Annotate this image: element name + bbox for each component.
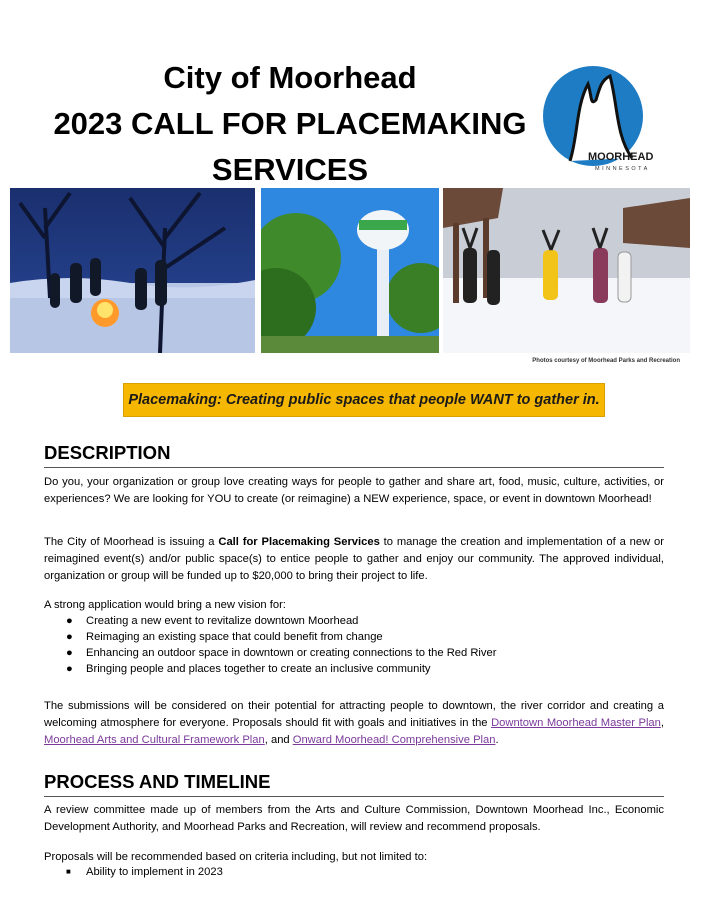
description-paragraph-2: [44, 534, 664, 585]
title-line-2: 2023 CALL FOR PLACEMAKING: [53, 106, 527, 141]
water-tower-photo: [261, 188, 439, 353]
arts-framework-plan-link[interactable]: Moorhead Arts and Cultural Framework Plan: [44, 734, 265, 746]
process-heading: PROCESS AND TIMELINE: [44, 771, 664, 797]
list-item: ● Creating a new event to revitalize downtown Moorhead: [66, 615, 359, 627]
logo-text: MOORHEAD: [588, 151, 654, 163]
title-line-3: SERVICES: [211, 152, 369, 187]
list-item: ● Enhancing an outdoor space in downtown or creating connections to the Red River: [66, 647, 497, 659]
p2-bold: Call for Placemaking Services: [218, 536, 380, 548]
moorhead-logo: [540, 66, 655, 176]
description-paragraph-1: Do you, your organization or group love creating ways for people to gather and share art, food, music, culture, activities, or experiences? We are looking for YOU to create (or reimagine) a NEW experience, space, or event in downtown Moorhead!: [44, 476, 664, 505]
placemaking-banner: Placemaking: Creating public spaces that people WANT to gather in.: [123, 383, 605, 417]
list-item: ■ Ability to implement in 2023: [66, 866, 223, 878]
description-paragraph-4: The submissions will be considered on their potential for attracting people to downtown, the river corridor and creating a welcoming atmosphere for everyone. Proposals should fit with goals and initiatives in the Downtown Moorhead Master Plan, Moorhead Arts and Cultural Framework Plan, and Onward Moorhead! Comprehensive Plan.: [44, 700, 664, 746]
list-item: ● Reimaging an existing space that could benefit from change: [66, 631, 383, 643]
p2-post: to manage the creation and implementation of a new or reimagined event(s) and/or public space(s) to entice people to gather and enjoy our community. The approved individual, organization or group will be funded up to $20,000 to bring their project to life.: [44, 536, 664, 582]
comprehensive-plan-link[interactable]: Onward Moorhead! Comprehensive Plan: [292, 734, 496, 746]
description-heading: DESCRIPTION: [44, 442, 664, 468]
list-item: ● Bringing people and places together to create an inclusive community: [66, 663, 431, 675]
vision-list: [66, 613, 496, 677]
photo-credit: Photos courtesy of Moorhead Parks and Recreation: [532, 358, 680, 364]
winter-gathering-photo: [443, 188, 690, 353]
description-paragraph-3: A strong application would bring a new vision for:: [44, 599, 286, 611]
p2-pre: The City of Moorhead is issuing a: [44, 536, 219, 548]
downtown-master-plan-link[interactable]: Downtown Moorhead Master Plan: [491, 717, 661, 729]
page-title: [20, 55, 560, 193]
process-paragraph-1: A review committee made up of members from the Arts and Culture Commission, Downtown Moorhead Inc., Economic Development Authority, and Moorhead Parks and Recreation, will review and recommend proposals.: [44, 804, 664, 833]
criteria-list: [66, 864, 223, 880]
title-line-1: City of Moorhead: [163, 60, 417, 95]
process-paragraph-2: Proposals will be recommended based on criteria including, but not limited to:: [44, 851, 428, 863]
campfire-photo: [10, 188, 255, 353]
logo-subtext: MINNESOTA: [595, 166, 650, 172]
